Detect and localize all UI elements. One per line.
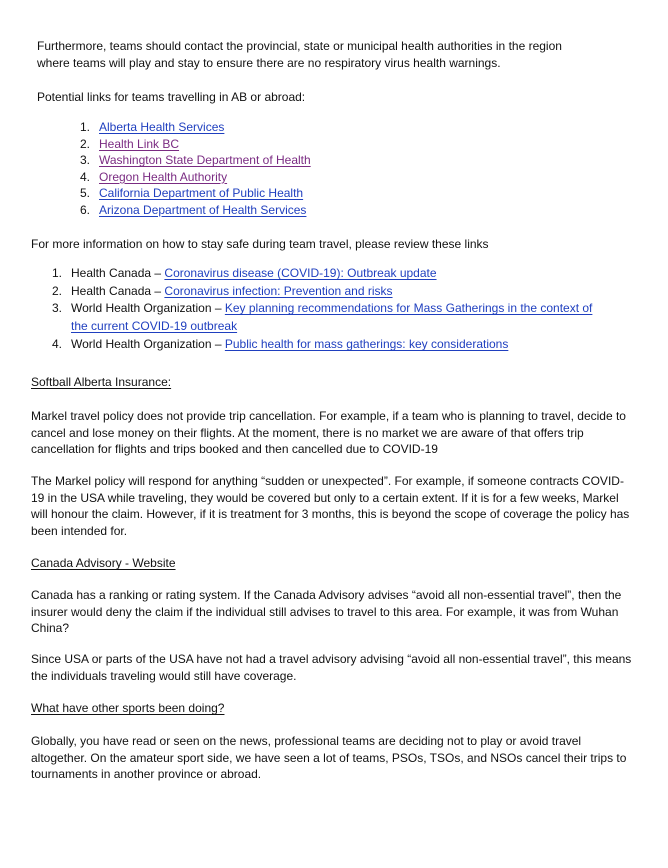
list-number: 6. — [80, 202, 91, 217]
more-info-list — [52, 265, 612, 353]
list-item — [80, 136, 311, 153]
potential-links-list — [80, 119, 311, 219]
advisory-paragraph-1: Canada has a ranking or rating system. If the Canada Advisory advises “avoid all non-essential travel”, then the insurer would deny the claim if the individual still advises to travel to this area. For example, it was from Wuhan China? — [31, 588, 622, 635]
list-item — [80, 202, 311, 219]
link-alberta-health-services[interactable]: Alberta Health Services — [99, 120, 225, 134]
list-number: 2. — [52, 283, 63, 298]
advisory-paragraph-2: Since USA or parts of the USA have not had a travel advisory advising “avoid all non-essential travel”, this means the individuals traveling would still have coverage. — [31, 652, 632, 683]
list-item — [52, 283, 612, 300]
other-sports-heading: What have other sports been doing? — [31, 701, 225, 715]
list-org: World Health Organization – — [71, 337, 225, 352]
link-california-health[interactable]: California Department of Public Health — [99, 186, 304, 201]
list-org: Health Canada – — [71, 266, 165, 280]
insurance-heading: Softball Alberta Insurance: — [31, 375, 172, 389]
list-item — [80, 169, 311, 186]
insurance-paragraph-2: The Markel policy will respond for anything “sudden or unexpected”. For example, if someone contracts COVID-19 in the USA while traveling, they would be covered but only to a certain extent. If it is for a few weeks, Markel will honour the claim. However, if it is treatment for 3 months, this is beyond the scope of coverage the policy has been intended for. — [31, 474, 630, 538]
list-item — [52, 336, 612, 353]
list-org: Health Canada – — [71, 283, 165, 298]
link-mass-gatherings-recommendations[interactable]: Key planning recommendations for Mass Gatherings in the context of the current COVID-19 outbreak — [71, 301, 593, 333]
link-arizona-health[interactable]: Arizona Department of Health Services — [99, 202, 307, 217]
other-sports-paragraph: Globally, you have read or seen on the news, professional teams are deciding not to play or avoid travel altogether. On the amateur sport side, we have seen a lot of teams, PSOs, TSOs, and NSOs cancel their trips to tournaments in another province or abroad. — [31, 734, 627, 781]
list-number: 3. — [80, 153, 91, 168]
list-item — [52, 300, 611, 335]
link-covid-outbreak-update[interactable]: Coronavirus disease (COVID-19): Outbreak update — [164, 266, 437, 280]
link-health-link-bc[interactable]: Health Link BC — [99, 136, 180, 151]
list-number: 4. — [80, 169, 91, 184]
intro-paragraph: Furthermore, teams should contact the provincial, state or municipal health authorities in the region where teams will play and stay to ensure there are no respiratory virus health warnings. — [37, 39, 562, 70]
link-mass-gatherings-considerations[interactable]: Public health for mass gatherings: key considerations — [224, 337, 509, 352]
list-item — [80, 185, 311, 202]
link-oregon-health[interactable]: Oregon Health Authority — [99, 169, 228, 184]
insurance-paragraph-1: Markel travel policy does not provide trip cancellation. For example, if a team who is planning to travel, decide to cancel and lose money on their flights. At the moment, there is no market we are aware of that offers trip cancellation for flights and trips booked and then cancelled due to COVID-19 — [31, 409, 626, 456]
advisory-heading: Canada Advisory - Website — [31, 556, 176, 570]
list-number: 5. — [80, 186, 91, 201]
link-coronavirus-prevention[interactable]: Coronavirus infection: Prevention and risks — [164, 283, 393, 298]
list-number: 4. — [52, 337, 63, 352]
list-org: World Health Organization – — [71, 301, 225, 316]
list-number: 1. — [52, 266, 63, 280]
link-washington-health[interactable]: Washington State Department of Health — [99, 153, 311, 168]
list-item — [80, 119, 311, 136]
list-number: 2. — [80, 136, 91, 151]
more-info-heading: For more information on how to stay safe during team travel, please review these links — [31, 237, 489, 251]
potential-links-heading: Potential links for teams travelling in AB or abroad: — [37, 90, 306, 104]
list-number: 3. — [52, 301, 63, 316]
list-item — [80, 152, 311, 169]
list-item — [52, 265, 612, 282]
list-number: 1. — [80, 120, 91, 134]
